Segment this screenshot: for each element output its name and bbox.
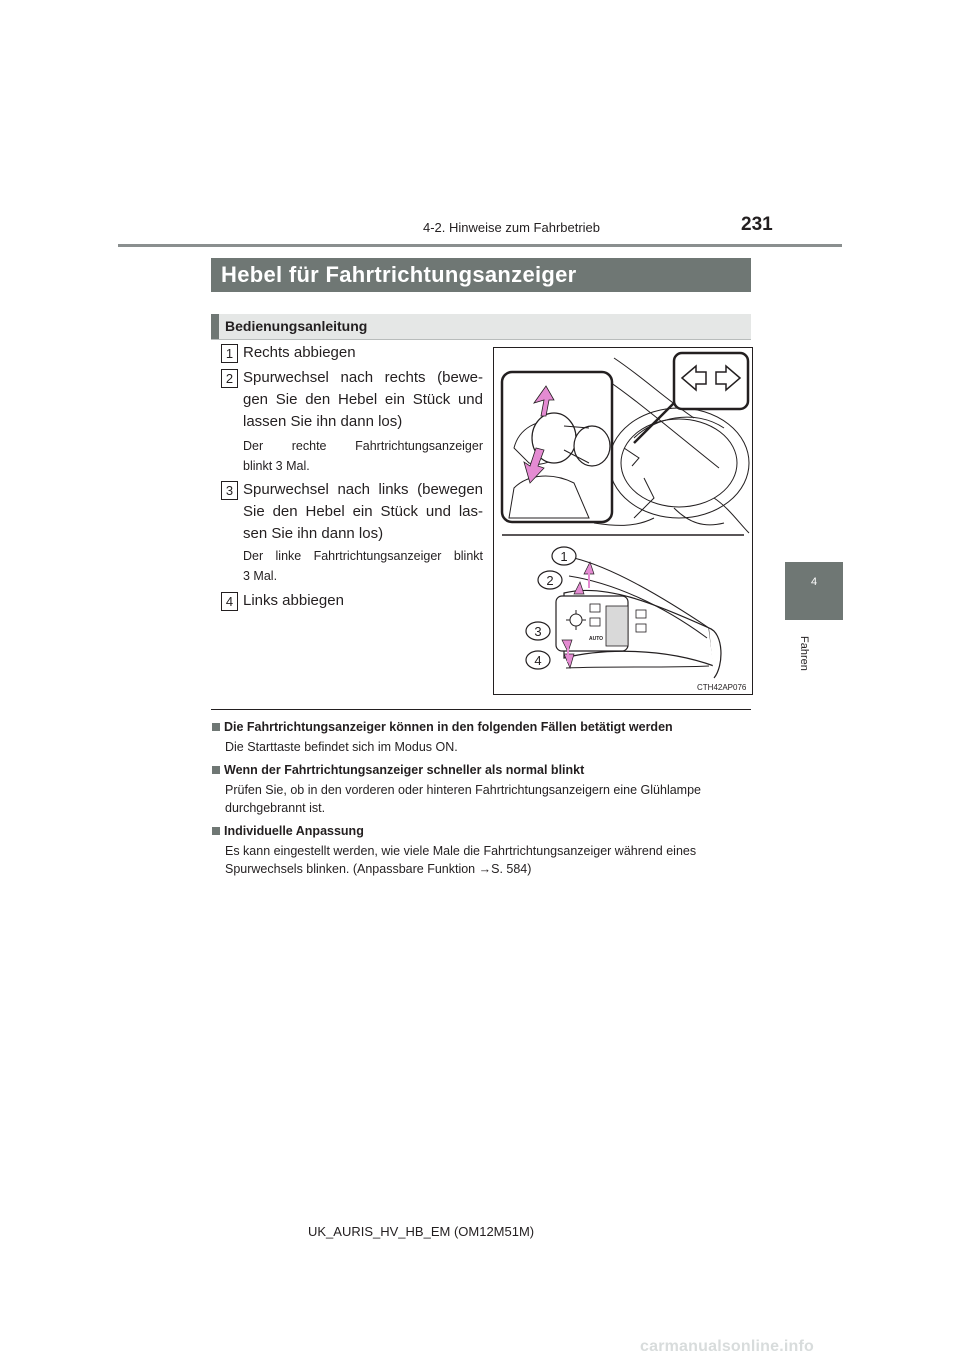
item-text-line: Spurwechsel nach rechts (bewe- [243, 369, 483, 386]
item-text [243, 479, 483, 545]
note-line: Prüfen Sie, ob in den vorderen oder hinteren Fahrtrichtungsanzeigern eine Glühlampe [225, 783, 701, 797]
item-number-box: 2 [221, 369, 238, 388]
subheading-marker [211, 314, 219, 339]
note-heading [212, 763, 752, 777]
item-text-line: sen Sie ihn dann los) [243, 525, 384, 542]
page-title: Hebel für Fahrtrichtungsanzeiger [221, 262, 577, 287]
note-line: durchgebrannt ist. [225, 801, 326, 815]
figure-code: CTH42AP076 [697, 683, 747, 692]
chapter-tab-label: Fahren [798, 636, 810, 671]
note-line: Spurwechsels blinken. (Anpassbare Funktion →S. 584) [225, 862, 532, 876]
item-note [243, 546, 483, 586]
watermark: carmanualsonline.info [640, 1338, 815, 1355]
callout-4: 4 [534, 653, 542, 668]
item-note-line: Der rechte Fahrtrichtungsanzeiger [243, 439, 483, 453]
header-rule [118, 244, 842, 247]
item-text-line: gen Sie den Hebel ein Stück und [243, 391, 483, 408]
item-text: Links abbiegen [243, 592, 344, 609]
note-block [212, 720, 752, 756]
lever-stalk-sketch [556, 558, 721, 678]
subheading-rule [211, 339, 751, 340]
item-number-box: 1 [221, 344, 238, 363]
note-block [212, 824, 752, 878]
callout-3: 3 [534, 624, 542, 639]
item-note-line: 3 Mal. [243, 569, 278, 583]
item-number-box: 4 [221, 592, 238, 611]
note-line: Die Starttaste befindet sich im Modus ON. [225, 740, 458, 754]
auto-label: AUTO [589, 636, 604, 642]
subheading: Bedienungsanleitung [225, 318, 368, 334]
turn-signal-callout [634, 353, 748, 443]
item-note-line: Der linke Fahrtrichtungsanzeiger blinkt [243, 549, 483, 563]
lever-illustration-svg [494, 348, 752, 694]
note-bullet-icon [212, 723, 220, 731]
item-text-line: lassen Sie ihn dann los) [243, 413, 403, 430]
notes-rule [211, 709, 751, 710]
note-heading-text: Wenn der Fahrtrichtungsanzeiger schneller als normal blinkt [224, 763, 585, 777]
footer-code: UK_AURIS_HV_HB_EM (OM12M51M) [308, 1224, 535, 1239]
chapter-tab-number: 4 [810, 576, 818, 588]
item-text-line: Sie den Hebel ein Stück und las- [243, 503, 483, 520]
lever-arrow-up-2 [574, 582, 584, 594]
item-note-line: blinkt 3 Mal. [243, 459, 310, 473]
note-heading [212, 720, 752, 734]
lever-detail-inset [502, 372, 612, 522]
note-heading [212, 824, 752, 838]
note-bullet-icon [212, 766, 220, 774]
page-number: 231 [741, 214, 773, 235]
note-heading-text: Individuelle Anpassung [224, 824, 364, 838]
note-bullet-icon [212, 827, 220, 835]
note-heading-text: Die Fahrtrichtungsanzeiger können in den folgenden Fällen betätigt werden [224, 720, 673, 734]
item-number-box: 3 [221, 481, 238, 500]
note-line: Es kann eingestellt werden, wie viele Male die Fahrtrichtungsanzeiger während eines [225, 844, 697, 858]
callout-2: 2 [546, 573, 554, 588]
lever-illustration [493, 347, 753, 695]
item-text [243, 367, 483, 433]
note-block [212, 763, 752, 817]
item-text: Rechts abbiegen [243, 344, 356, 361]
item-note [243, 436, 483, 476]
running-header-section: 4-2. Hinweise zum Fahrbetrieb [423, 220, 601, 235]
callout-1: 1 [560, 549, 568, 564]
chapter-tab [785, 562, 843, 620]
item-text-line: Spurwechsel nach links (bewegen [243, 481, 483, 498]
